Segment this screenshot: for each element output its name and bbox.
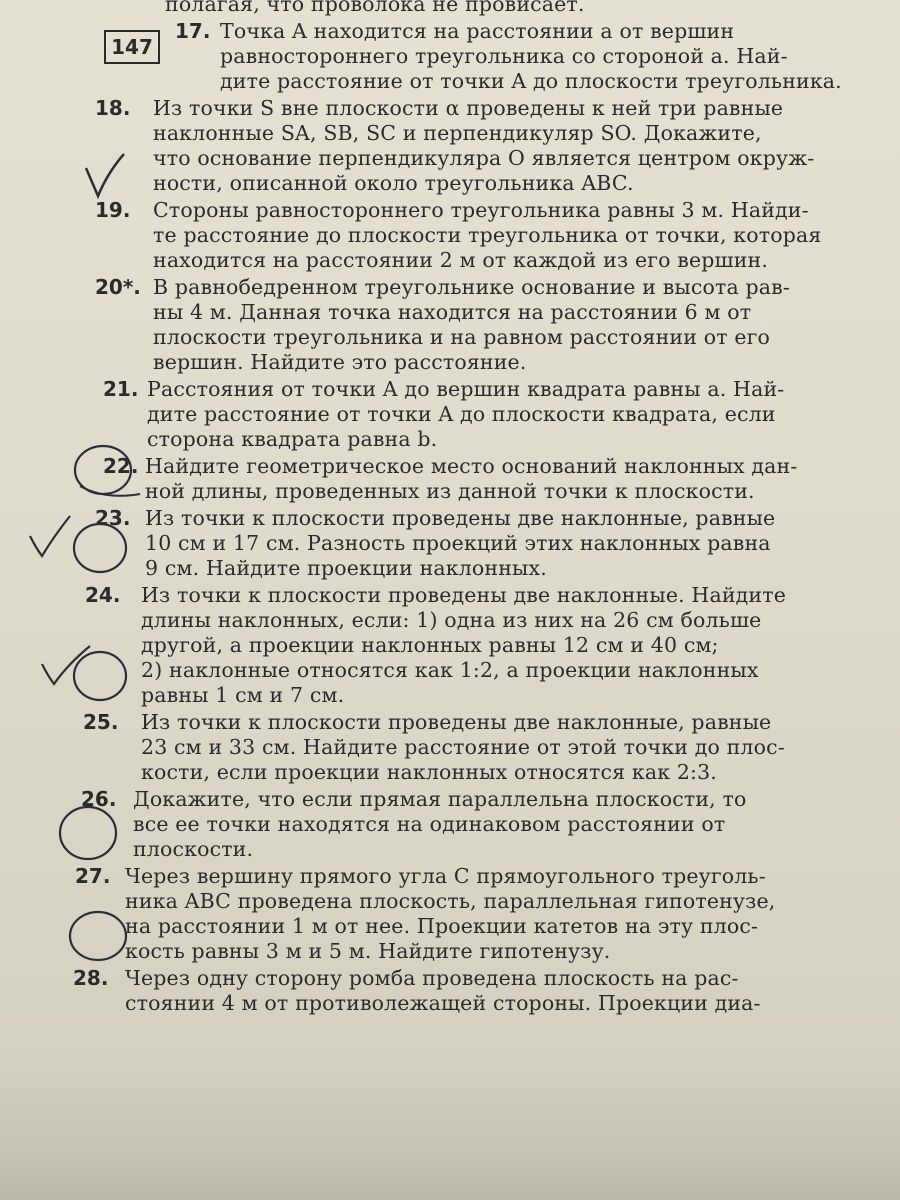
problem-number: 22. (103, 454, 139, 478)
problem-number: 24. (85, 583, 121, 607)
problem-line: длины наклонных, если: 1) одна из них на 26 см больше (141, 608, 762, 632)
problem-line: стоянии 4 м от противолежащей стороны. Проекции диа- (125, 991, 761, 1015)
problem-line: Из точки к плоскости проведены две наклонные. Найдите (141, 583, 787, 607)
problem-number: 21. (103, 377, 139, 401)
problem-line: Расстояния от точки A до вершин квадрата равны a. Най- (147, 377, 785, 401)
page-number: 147 (104, 30, 160, 64)
problem-line: плоскости треугольника и на равном расстоянии от его (153, 325, 771, 349)
circle-24 (74, 524, 126, 572)
problem-line: равны 1 см и 7 см. (141, 683, 345, 707)
problem-line: Найдите геометрическое место оснований наклонных дан- (145, 454, 798, 478)
problem-number: 19. (95, 198, 131, 222)
checkmark-25 (42, 646, 90, 684)
problem-number: 25. (83, 710, 119, 734)
problem-line: ной длины, проведенных из данной точки к плоскости. (145, 479, 755, 503)
circle-25 (74, 652, 126, 700)
problem-line: те расстояние до плоскости треугольника от точки, которая (153, 223, 822, 247)
problem-line: Из точки S вне плоскости α проведены к ней три равные (153, 96, 784, 120)
problem-line: вершин. Найдите это расстояние. (153, 350, 527, 374)
problem-line: ности, описанной около треугольника ABC. (153, 171, 634, 195)
problem-line: что основание перпендикуляра O является центром окруж- (153, 146, 815, 170)
problem-line: сторона квадрата равна b. (147, 427, 438, 451)
problem-number: 18. (95, 96, 131, 120)
problem-line: дите расстояние от точки A до плоскости треугольника. (220, 69, 842, 93)
problem-line: ника ABC проведена плоскость, параллельная гипотенузе, (125, 889, 776, 913)
checkmark-24 (30, 516, 70, 556)
circle-28 (70, 912, 126, 960)
underline-23 (80, 486, 140, 496)
problem-line: кости, если проекции наклонных относятся как 2:3. (141, 760, 717, 784)
problem-line: другой, а проекции наклонных равны 12 см и 40 см; (141, 633, 719, 657)
problem-line: Из точки к плоскости проведены две наклонные, равные (145, 506, 776, 530)
problem-line: Через вершину прямого угла C прямоугольного треуголь- (125, 864, 766, 888)
problem-number: 26. (81, 787, 117, 811)
problem-line: Точка A находится на расстоянии a от вершин (220, 19, 735, 43)
problem-line: все ее точки находятся на одинаковом расстоянии от (133, 812, 726, 836)
problem-line: В равнобедренном треугольнике основание и высота рав- (153, 275, 790, 299)
problem-line: Из точки к плоскости проведены две наклонные, равные (141, 710, 772, 734)
continuation-line: полагая, что проволока не провисает. (165, 0, 585, 16)
problem-line: находится на расстоянии 2 м от каждой из его вершин. (153, 248, 769, 272)
problem-line: 23 см и 33 см. Найдите расстояние от этой точки до плос- (141, 735, 785, 759)
checkmark-19 (86, 154, 124, 196)
problem-number: 20*. (95, 275, 141, 299)
problem-line: Докажите, что если прямая параллельна плоскости, то (133, 787, 747, 811)
problem-line: равностороннего треугольника со стороной a. Най- (220, 44, 788, 68)
problem-line: 10 см и 17 см. Разность проекций этих наклонных равна (145, 531, 771, 555)
problem-line: Через одну сторону ромба проведена плоскость на рас- (125, 966, 739, 990)
problem-number: 23. (95, 506, 131, 530)
problem-line: Стороны равностороннего треугольника равны 3 м. Найди- (153, 198, 809, 222)
problem-number: 28. (73, 966, 109, 990)
problem-line: наклонные SA, SB, SC и перпендикуляр SO. Докажите, (153, 121, 762, 145)
problem-line: плоскости. (133, 837, 254, 861)
problem-number: 27. (75, 864, 111, 888)
circle-27 (60, 807, 116, 859)
problem-line: 2) наклонные относятся как 1:2, а проекции наклонных (141, 658, 759, 682)
problem-number: 17. (175, 19, 211, 43)
problem-line: 9 см. Найдите проекции наклонных. (145, 556, 547, 580)
problem-line: дите расстояние от точки A до плоскости квадрата, если (147, 402, 776, 426)
problem-line: на расстоянии 1 м от нее. Проекции катетов на эту плос- (125, 914, 759, 938)
problem-line: ны 4 м. Данная точка находится на расстоянии 6 м от (153, 300, 752, 324)
problem-line: кость равны 3 м и 5 м. Найдите гипотенузу. (125, 939, 611, 963)
